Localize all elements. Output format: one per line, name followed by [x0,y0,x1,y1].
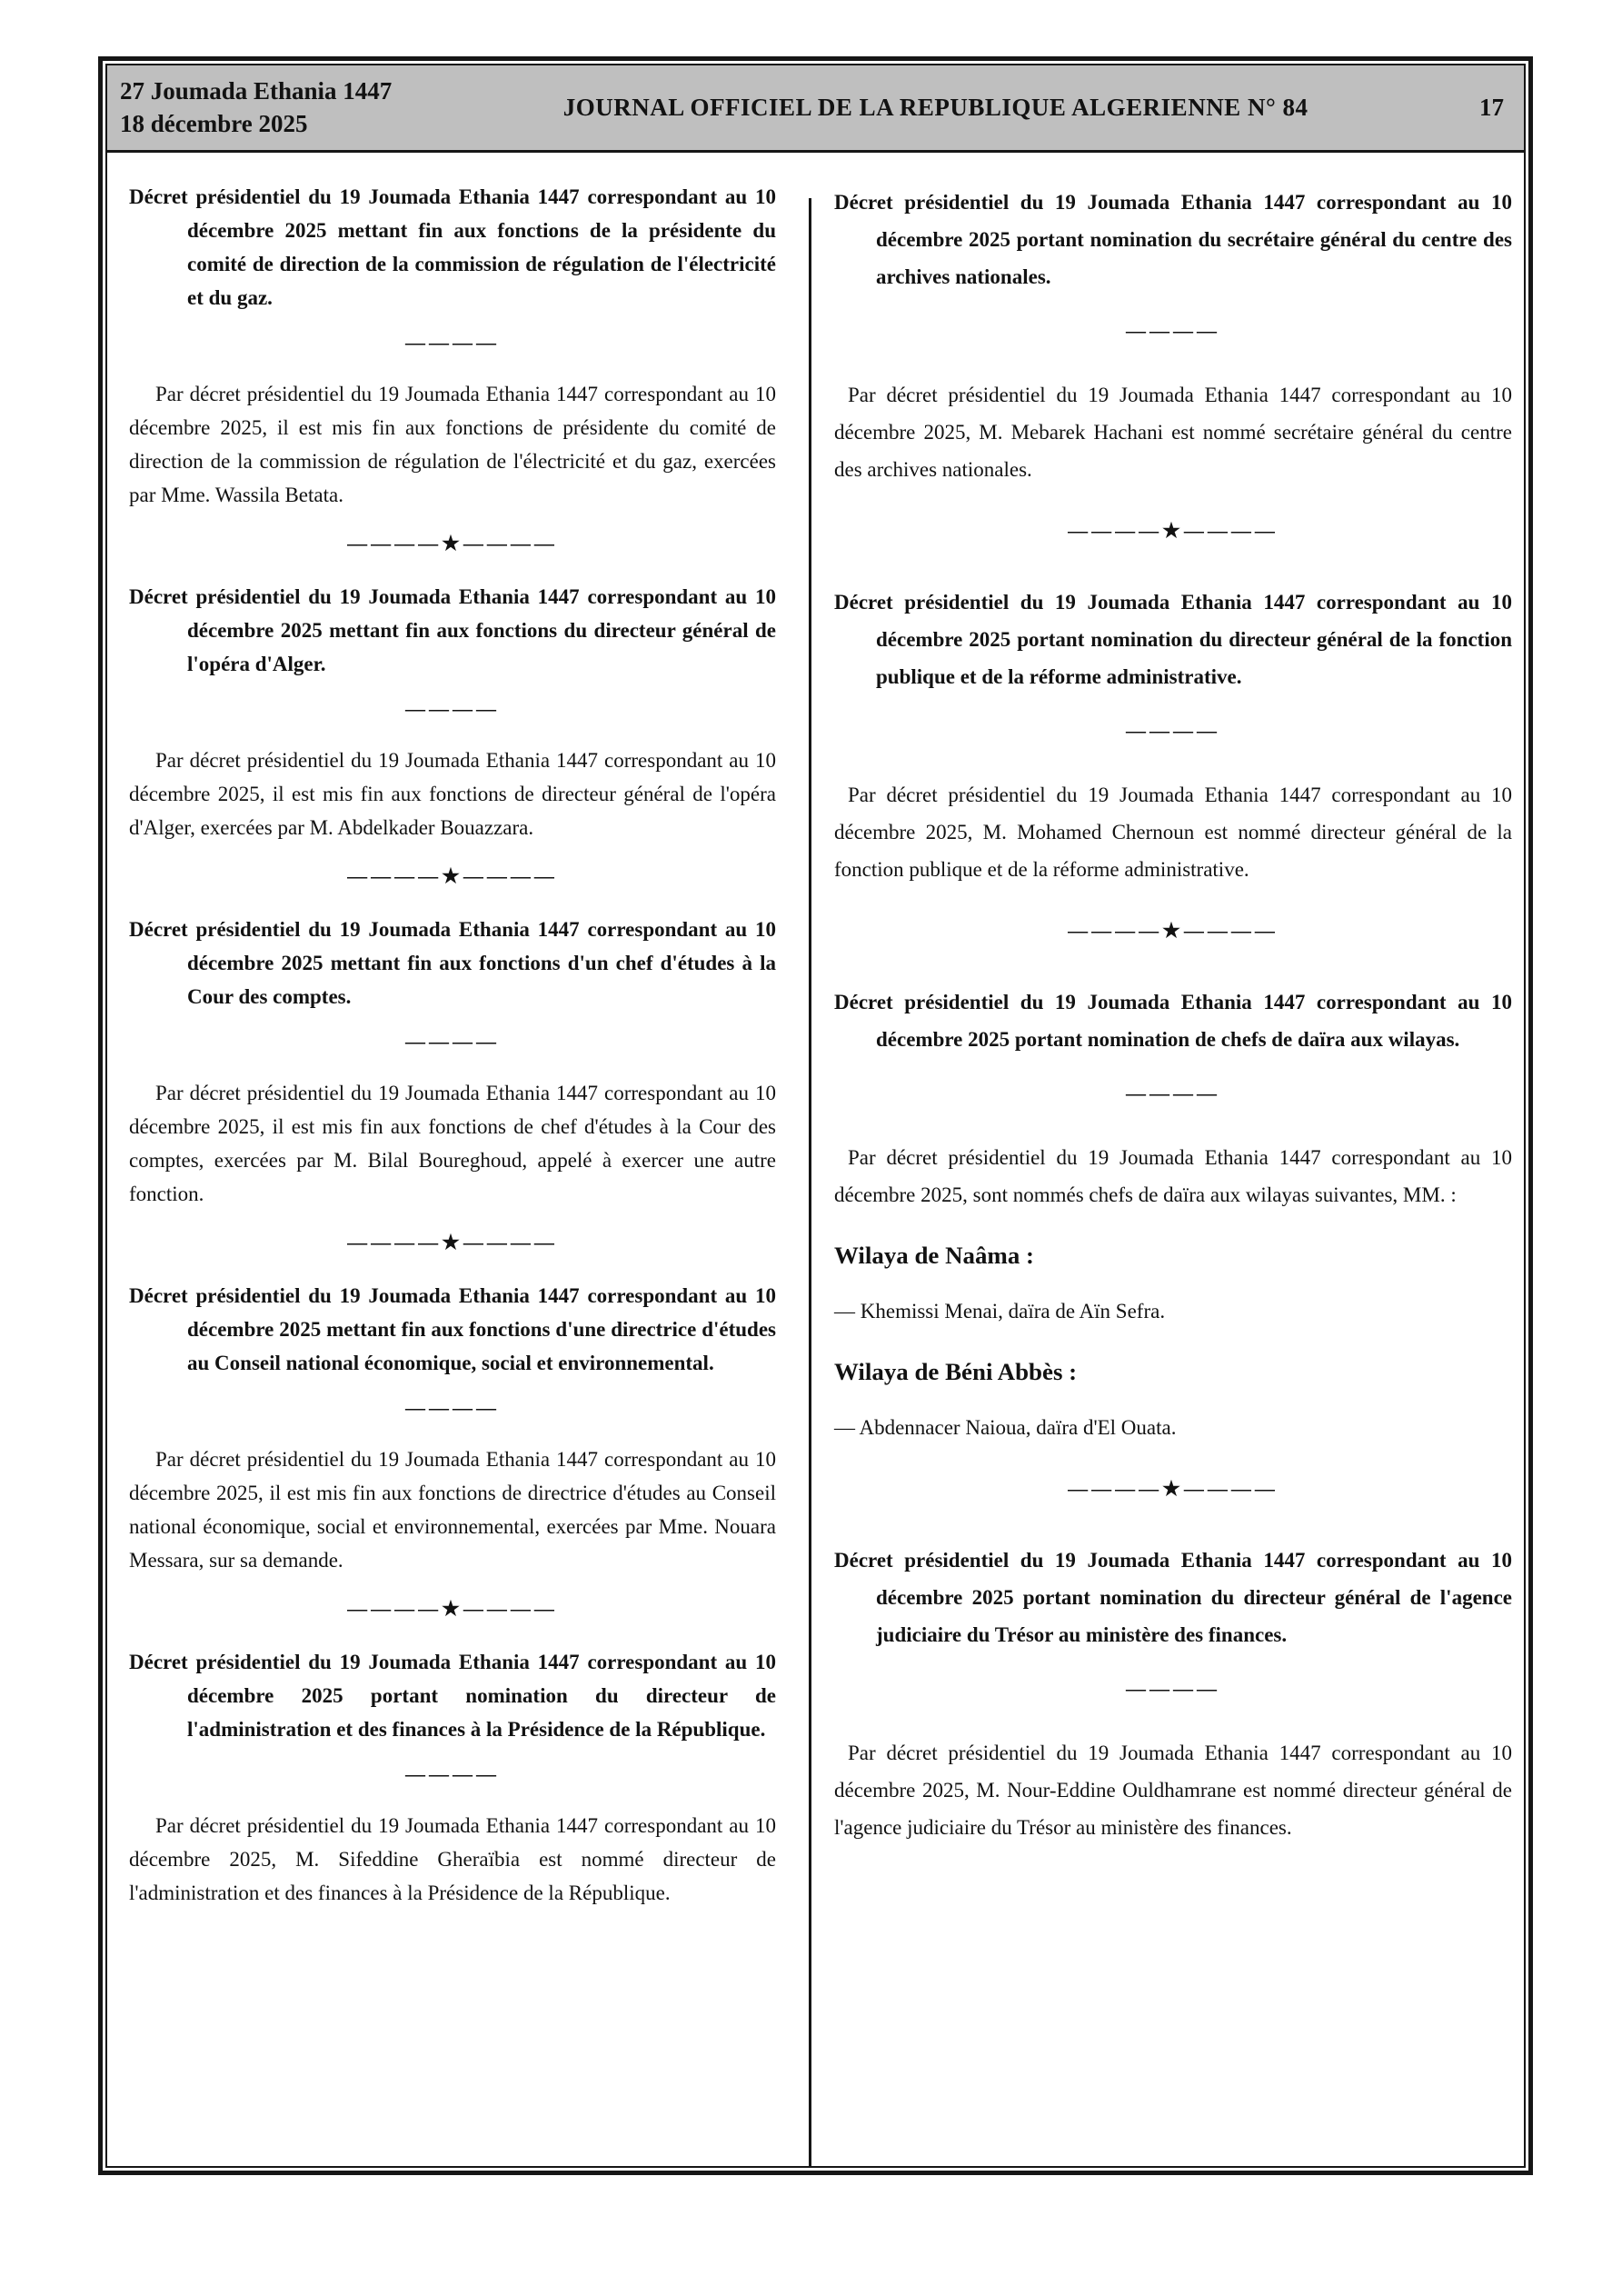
separator-star: ————★———— [347,532,558,554]
decree-title: Décret présidentiel du 19 Joumada Ethania 1447 correspondant au 10 décembre 2025 mettant fin aux fonctions d'une directrice d'études au Conseil national économique, social et environnemental. [129,1284,776,1374]
page-frame-inner [105,64,1526,2168]
decree-body: Par décret présidentiel du 19 Joumada Ethania 1447 correspondant au 10 décembre 2025, M. Mebarek Hachani est nommé secrétaire général du centre des archives nationales. [834,384,1512,481]
decree-title: Décret présidentiel du 19 Joumada Ethania 1447 correspondant au 10 décembre 2025 portant nomination de chefs de daïra aux wilayas. [834,991,1512,1051]
left-column [107,153,809,2166]
separator-star: ————★———— [347,864,558,887]
decree-body: Par décret présidentiel du 19 Joumada Ethania 1447 correspondant au 10 décembre 2025, il est mis fin aux fonctions de directrice d'études au Conseil national économique, social et environnemental, exercées par Mme. Nouara Messara, sur sa demande. [129,1448,776,1572]
separator-dashes: ———— [405,697,500,720]
decree-nomination-dg-agence-judiciaire-tresor [834,1542,1512,1846]
decree-body: Par décret présidentiel du 19 Joumada Ethania 1447 correspondant au 10 décembre 2025, M. Nour-Eddine Ouldhamrane est nommé directeur général de l'agence judiciaire du Trésor au ministère des finances. [834,1742,1512,1839]
decree-body: Par décret présidentiel du 19 Joumada Ethania 1447 correspondant au 10 décembre 2025, sont nommés chefs de daïra aux wilayas suivantes, MM. : [834,1146,1512,1206]
decree-fin-fonctions-creg [129,180,776,560]
separator-star: ————★———— [347,1597,558,1620]
decree-fin-fonctions-opera-alger [129,580,776,893]
separator-dashes: ———— [405,331,500,354]
right-column [811,153,1524,2166]
page-header [107,65,1524,153]
wilaya-entry-naama: — Khemissi Menai, daïra de Aïn Sefra. [834,1300,1166,1323]
decree-fin-fonctions-cour-des-comptes [129,913,776,1259]
decree-body: Par décret présidentiel du 19 Joumada Ethania 1447 correspondant au 10 décembre 2025, il est mis fin aux fonctions de directeur général de l'opéra d'Alger, exercées par M. Abdelkader Bouazzara. [129,749,776,839]
hijri-date: 27 Joumada Ethania 1447 [120,76,393,105]
page-frame [98,56,1533,2175]
gregorian-date: 18 décembre 2025 [120,109,308,137]
decree-body: Par décret présidentiel du 19 Joumada Ethania 1447 correspondant au 10 décembre 2025, M. Sifeddine Gheraïbia est nommé directeur de l'administration et des finances à la Présidence de la République. [129,1814,776,1904]
decree-body: Par décret présidentiel du 19 Joumada Ethania 1447 correspondant au 10 décembre 2025, M. Mohamed Chernoun est nommé directeur général de la fonction publique et de la réforme administrative. [834,784,1512,881]
separator-star: ————★———— [1068,519,1279,542]
decree-title: Décret présidentiel du 19 Joumada Ethania 1447 correspondant au 10 décembre 2025 portant nomination du directeur général de la fonction publique et de la réforme administrative. [834,591,1512,688]
decree-title: Décret présidentiel du 19 Joumada Ethania 1447 correspondant au 10 décembre 2025 portant nomination du directeur de l'administration et des finances à la Présidence de la République. [129,1651,776,1741]
decree-fin-fonctions-cnese [129,1279,776,1625]
separator-dashes: ———— [1126,1677,1220,1700]
wilaya-heading-beni-abbes: Wilaya de Béni Abbès : [834,1358,1078,1385]
decree-nomination-dg-fonction-publique [834,584,1512,949]
separator-dashes: ———— [405,1396,500,1419]
decree-body: Par décret présidentiel du 19 Joumada Ethania 1447 correspondant au 10 décembre 2025, il est mis fin aux fonctions de présidente du comité de direction de la commission de régulation de l'électricité et du gaz, exercées par Mme. Wassila Betata. [129,383,776,506]
separator-dashes: ———— [1126,319,1220,342]
decree-title: Décret présidentiel du 19 Joumada Ethania 1447 correspondant au 10 décembre 2025 portant nomination du secrétaire général du centre des archives nationales. [834,191,1512,288]
page-number: 17 [1479,94,1504,121]
decree-title: Décret présidentiel du 19 Joumada Ethania 1447 correspondant au 10 décembre 2025 mettant fin aux fonctions d'un chef d'études à la Cour des comptes. [129,918,776,1008]
decree-title: Décret présidentiel du 19 Joumada Ethania 1447 correspondant au 10 décembre 2025 mettant fin aux fonctions du directeur général de l'opéra d'Alger. [129,585,776,675]
decree-title: Décret présidentiel du 19 Joumada Ethania 1447 correspondant au 10 décembre 2025 portant nomination du directeur général de l'agence judiciaire du Trésor au ministère des finances. [834,1549,1512,1646]
separator-star: ————★———— [347,1231,558,1253]
separator-dashes: ———— [405,1030,500,1053]
wilaya-entry-beni-abbes: — Abdennacer Naioua, daïra d'El Ouata. [834,1416,1177,1439]
separator-dashes: ———— [405,1762,500,1785]
decree-nomination-sg-archives-nationales [834,184,1512,549]
decree-nomination-chefs-daira [834,983,1512,1507]
separator-dashes: ———— [1126,1082,1220,1104]
journal-title: JOURNAL OFFICIEL DE LA REPUBLIQUE ALGERIENNE N° 84 [562,94,1309,121]
decree-nomination-directeur-administration-finances [129,1645,776,1910]
decree-title: Décret présidentiel du 19 Joumada Ethania 1447 correspondant au 10 décembre 2025 mettant fin aux fonctions de la présidente du comité de direction de la commission de régulation de l'électricité et du gaz. [129,185,776,309]
separator-star: ————★———— [1068,1477,1279,1500]
separator-star: ————★———— [1068,919,1279,942]
issue-dates [120,75,392,140]
wilaya-heading-naama: Wilaya de Naâma : [834,1242,1034,1269]
decree-body: Par décret présidentiel du 19 Joumada Ethania 1447 correspondant au 10 décembre 2025, il est mis fin aux fonctions de chef d'études à la Cour des comptes, exercées par M. Bilal Boureghoud, appelé à exercer une autre fonction. [129,1082,776,1205]
separator-dashes: ———— [1126,719,1220,742]
content-columns [107,153,1524,2166]
